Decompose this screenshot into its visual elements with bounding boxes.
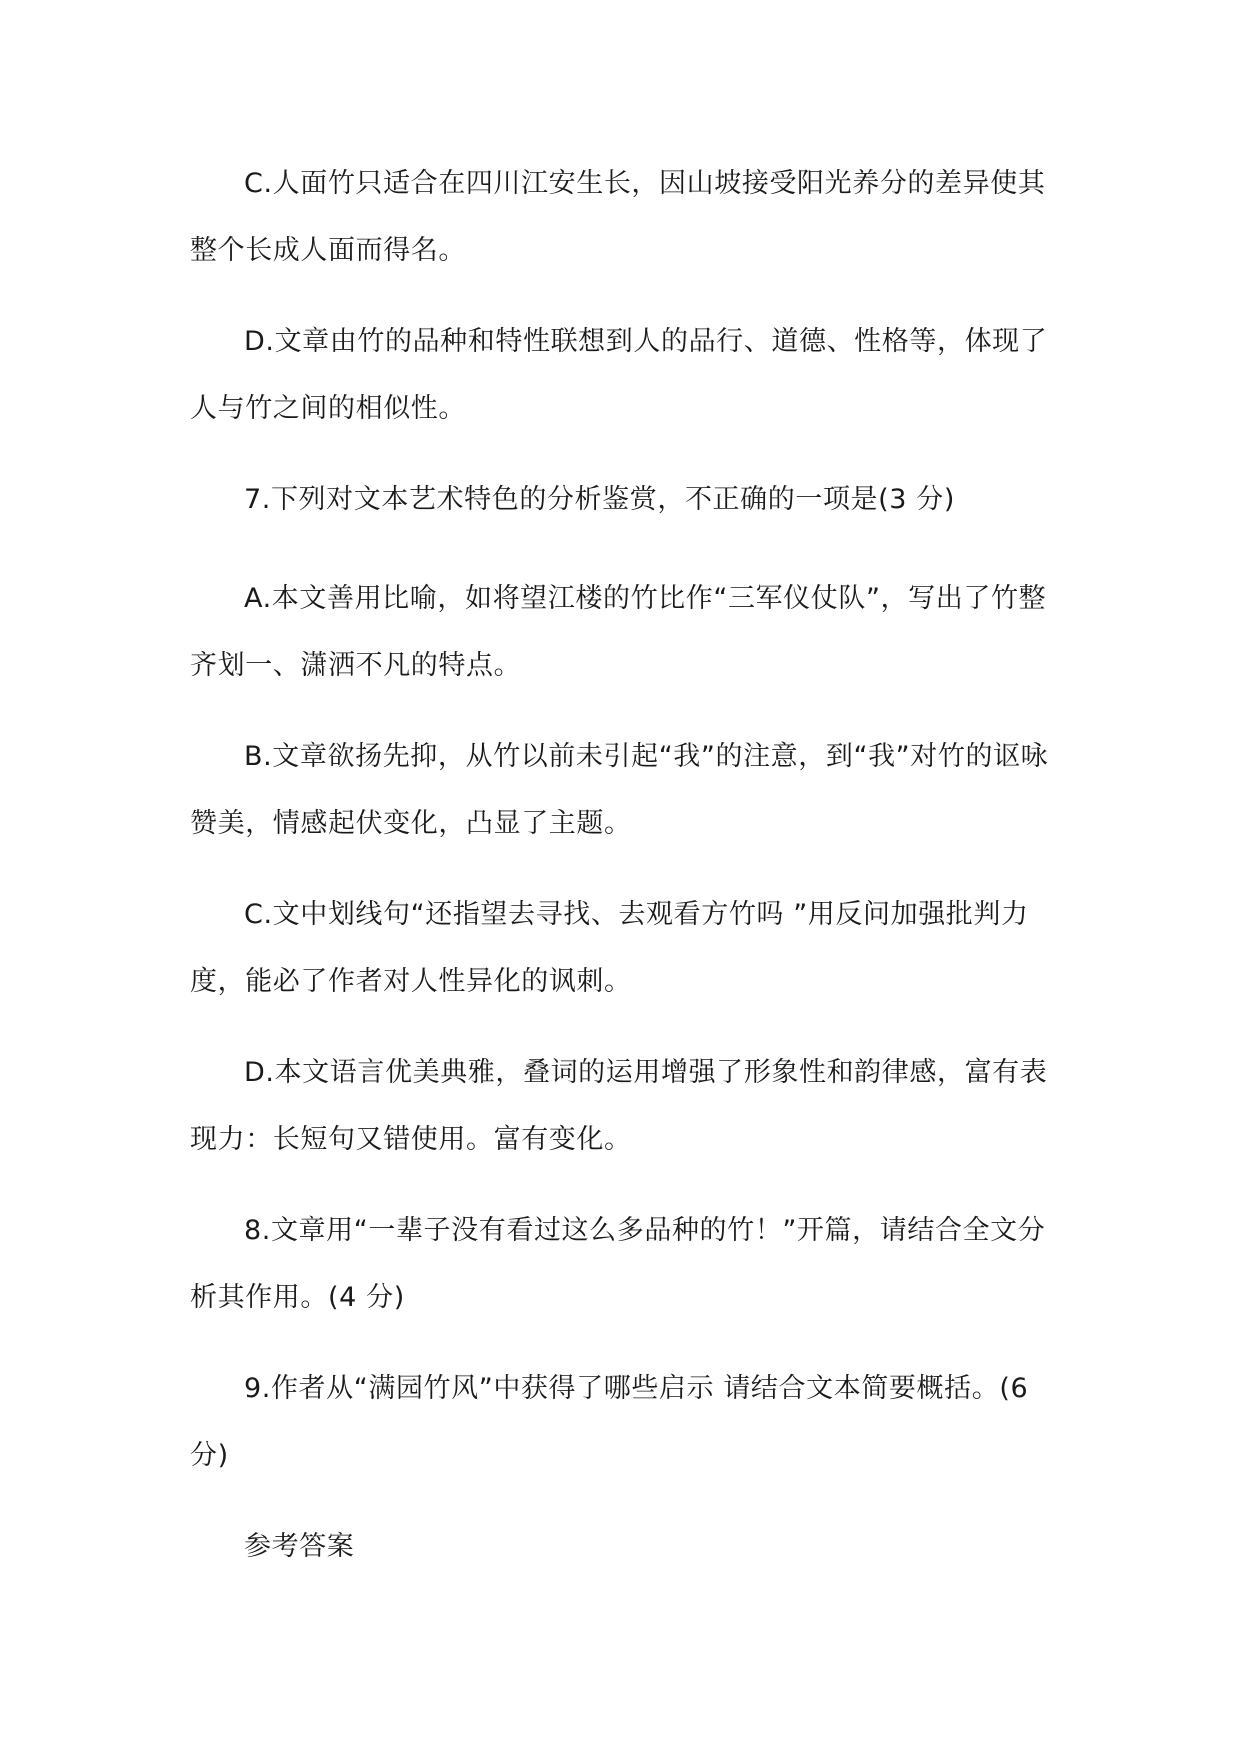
question-9: 9.作者从“满园竹风”中获得了哪些启示 请结合文本简要概括。(6 分)	[190, 1373, 1029, 1471]
reference-answer-heading: 参考答案	[244, 1531, 355, 1562]
option-d-language: D.本文语言优美典雅，叠词的运用增强了形象性和韵律感，富有表现力：长短句又错使用。富有变化。	[190, 1057, 1048, 1155]
option-a-metaphor: A.本文善用比喻，如将望江楼的竹比作“三军仪仗队”，写出了竹整齐划一、潇洒不凡的特点。	[190, 583, 1047, 681]
option-c-rhetorical: C.文中划线句“还指望去寻找、去观看方竹吗 ”用反问加强批判力度，能必了作者对人性异化的讽刺。	[190, 899, 1029, 997]
question-7: 7.下列对文本艺术特色的分析鉴赏，不正确的一项是(3 分)	[244, 484, 955, 515]
question-8: 8.文章用“一辈子没有看过这么多品种的竹！”开篇，请结合全文分析其作用。(4 分)	[190, 1215, 1046, 1313]
option-d-similarity: D.文章由竹的品种和特性联想到人的品行、道德、性格等，体现了人与竹之间的相似性。	[190, 326, 1048, 424]
option-b-contrast: B.文章欲扬先抑，从竹以前未引起“我”的注意，到“我”对竹的讴咏赞美，情感起伏变化，凸显了主题。	[190, 741, 1049, 839]
option-c-renmianzhu: C.人面竹只适合在四川江安生长，因山坡接受阳光养分的差异使其整个长成人面而得名。	[190, 168, 1046, 266]
